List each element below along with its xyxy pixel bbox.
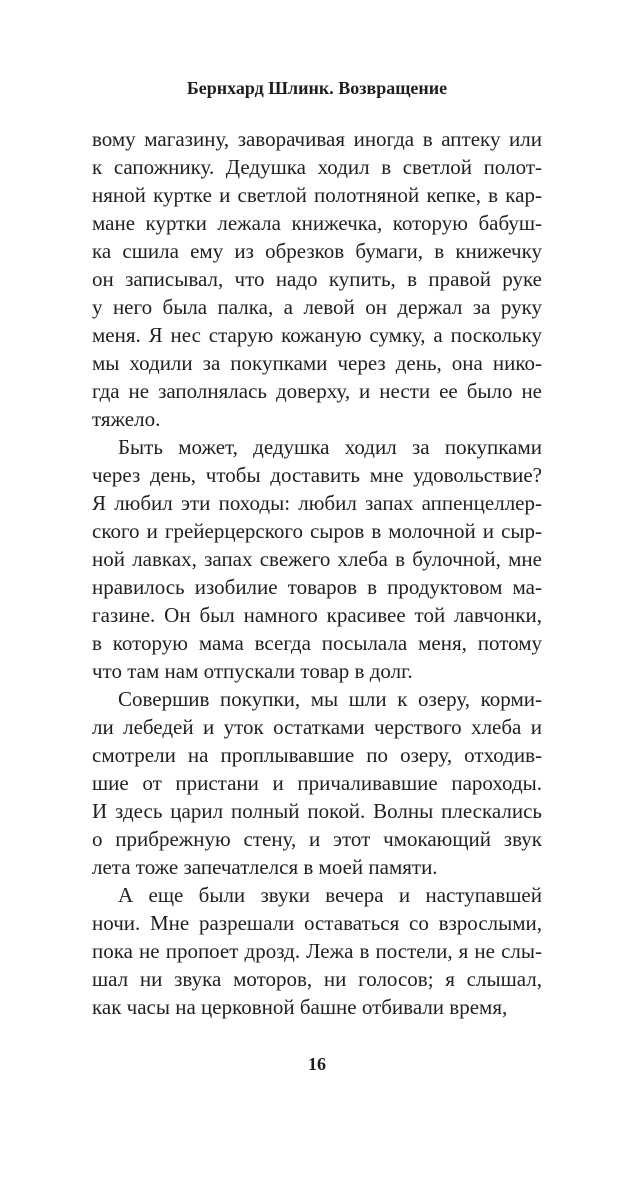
text-line: как часы на церковной башне отбивали время, xyxy=(92,995,508,1019)
text-line: лета тоже запечатлелся в моей памяти. xyxy=(92,855,438,879)
text-line: ского и грейерцерского сыров в молочной и сыр- xyxy=(92,519,542,543)
text-line: тяжело. xyxy=(92,407,161,431)
text-line: нравилось изобилие товаров в продуктовом ма- xyxy=(92,575,542,599)
text-line: ной лавках, запах свежего хлеба в булочной, мне xyxy=(92,547,542,571)
text-line: Быть может, дедушка ходил за покупками xyxy=(118,435,542,459)
text-line: газине. Он был намного красивее той лавчонки, xyxy=(92,603,542,627)
text-line: ночи. Мне разрешали оставаться со взрослыми, xyxy=(92,911,542,935)
text-line: шал ни звука моторов, ни голосов; я слышал, xyxy=(92,967,542,991)
text-line: смотрели на проплывавшие по озеру, отходив- xyxy=(92,743,542,767)
text-line: шие от пристани и причаливавшие пароходы. xyxy=(92,771,542,795)
text-line: через день, чтобы доставить мне удовольствие? xyxy=(92,463,542,487)
text-line: Совершив покупки, мы шли к озеру, корми- xyxy=(118,687,542,711)
text-line: А еще были звуки вечера и наступавшей xyxy=(118,883,542,907)
text-line: меня. Я нес старую кожаную сумку, а поскольку xyxy=(92,323,542,347)
text-line: к сапожнику. Дедушка ходил в светлой полот- xyxy=(92,155,542,179)
text-line: о прибрежную стену, и этот чмокающий звук xyxy=(92,827,542,851)
page-number: 16 xyxy=(308,1054,326,1074)
text-line: И здесь царил полный покой. Волны плескались xyxy=(92,799,542,823)
text-line: ли лебедей и уток остатками черствого хлеба и xyxy=(92,715,542,739)
text-line: он записывал, что надо купить, в правой руке xyxy=(92,267,542,291)
text-line: няной куртке и светлой полотняной кепке, в кар- xyxy=(92,183,542,207)
running-header: Бернхард Шлинк. Возвращение xyxy=(186,78,448,98)
text-line: мы ходили за покупками через день, она нико- xyxy=(92,351,542,375)
text-line: у него была палка, а левой он держал за руку xyxy=(92,295,542,319)
text-line: мане куртки лежала книжечка, которую бабуш- xyxy=(92,211,542,235)
text-line: Я любил эти походы: любил запах аппенцеллер- xyxy=(92,491,542,515)
text-line: гда не заполнялась доверху, и нести ее было не xyxy=(92,379,542,403)
page-text xyxy=(92,125,542,1021)
text-line: ка сшила ему из обрезков бумаги, в книжечку xyxy=(92,239,542,263)
text-line: вому магазину, заворачивая иногда в аптеку или xyxy=(92,127,542,151)
text-line: в которую мама всегда посылала меня, потому xyxy=(92,631,542,655)
text-line: пока не пропоет дрозд. Лежа в постели, я не слы- xyxy=(92,939,542,963)
text-line: что там нам отпускали товар в долг. xyxy=(92,659,413,683)
